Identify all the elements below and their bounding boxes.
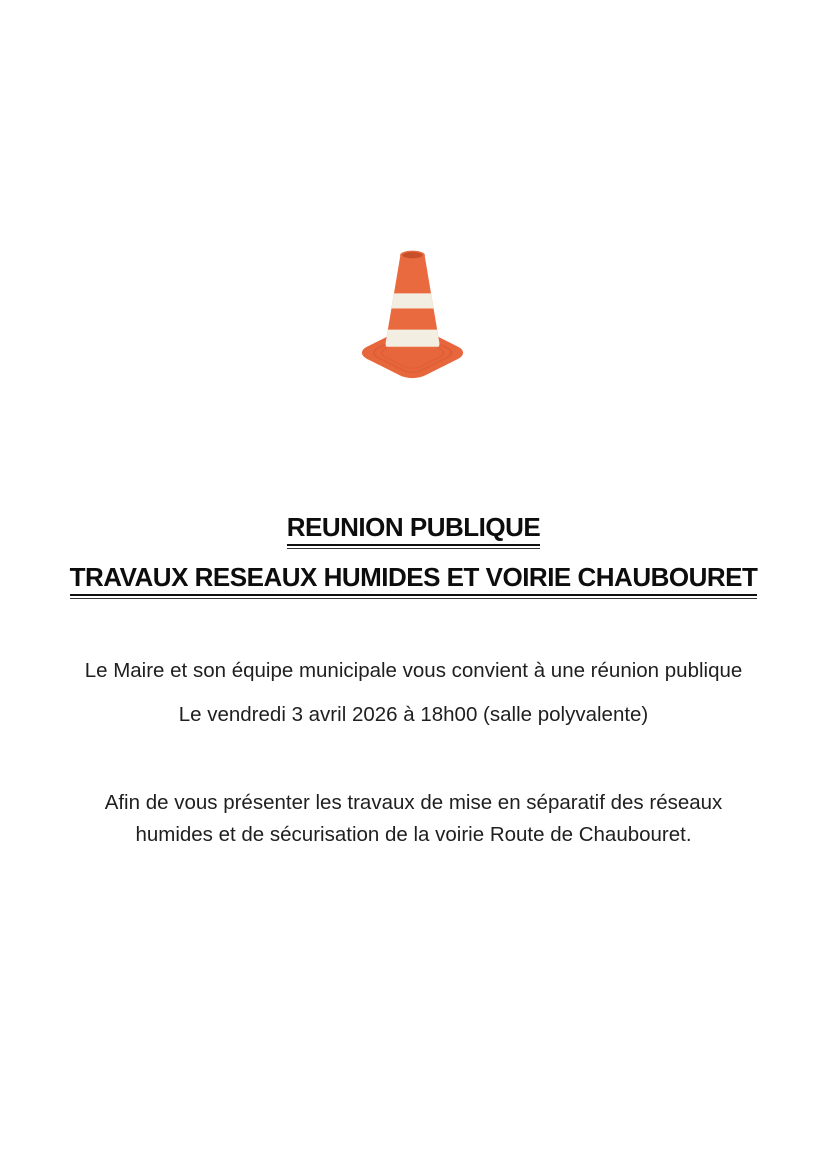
flyer-title-text: REUNION PUBLIQUE <box>287 512 540 546</box>
invitation-line-2: Le vendredi 3 avril 2026 à 18h00 (salle polyvalente) <box>178 703 649 726</box>
invitation-line-1: Le Maire et son équipe municipale vous convient à une réunion publique <box>84 659 743 682</box>
purpose-line-1: Afin de vous présenter les travaux de mise en séparatif des réseaux <box>104 791 723 814</box>
cone-stripe-upper <box>370 293 455 308</box>
cone-tip-opening <box>402 252 422 258</box>
traffic-cone-icon <box>352 242 473 383</box>
flyer-subtitle-text: TRAVAUX RESEAUX HUMIDES ET VOIRIE CHAUBOURET <box>70 562 758 596</box>
purpose-line-2: humides et de sécurisation de la voirie Route de Chaubouret. <box>135 823 692 846</box>
traffic-cone-svg <box>352 242 473 383</box>
flyer-title <box>0 512 827 546</box>
flyer-subtitle <box>0 562 827 596</box>
